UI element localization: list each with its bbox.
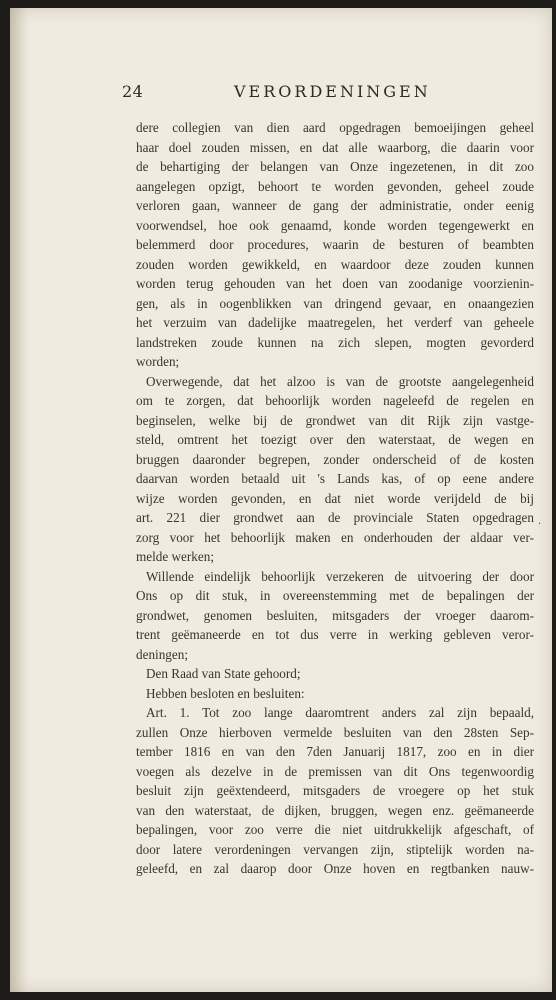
text-line: voorwendsel, hoe ook genaamd, konde worden tegengewerkt en — [136, 217, 534, 233]
text-line: geleefd, en zal daarop door Onze hoven en regtbanken nauw- — [136, 861, 534, 876]
text-line: landstreken zoude kunnen na zich slepen, mogten gevorderd — [136, 334, 534, 350]
body-text — [136, 118, 534, 879]
text-line: besluit zijn geëxtendeerd, mitsgaders de vroegere op het stuk — [136, 783, 534, 798]
text-line: grondwet, genomen besluiten, mitsgaders der vroeger daarom- — [136, 607, 534, 623]
text-line: bruggen daaronder begrepen, zonder onderscheid of de kosten — [136, 451, 534, 467]
text-line: deningen; — [136, 646, 189, 662]
text-line: verloren gaan, wanneer de gang der administratie, onder eenig — [136, 198, 534, 213]
text-line: voegen als dezelve in de premissen van dit Ons tegenwoordig — [136, 763, 534, 779]
article-start: Art. 1. Tot zoo lange daaromtrent anders zal zijn bepaald, — [146, 705, 534, 720]
running-head: VERORDENINGEN — [234, 82, 431, 101]
text-line: zouden worden gewikkeld, en waardoor deze zouden kunnen — [136, 256, 534, 272]
paragraph-start: Willende eindelijk behoorlijk verzekeren de uitvoering der door — [146, 568, 534, 584]
paragraph-start: Overwegende, dat het alzoo is van de grootste aangelegenheid — [146, 373, 534, 389]
text-line: Ons op dit stuk, in overeenstemming met de bepalingen der — [136, 588, 534, 603]
text-line: van den waterstaat, de dijken, bruggen, wegen enz. geëmaneerde — [136, 802, 534, 818]
text-line: beginselen, welke bij de grondwet van dit Rijk zijn vastge- — [136, 412, 534, 428]
text-line: art. 221 dier grondwet aan de provinciale Staten opgedragen — [136, 510, 534, 525]
text-line: haar doel zouden missen, en dat alle waarborg, die daarin voor — [136, 139, 534, 155]
text-line: belemmerd door procedures, waarin de besturen of beambten — [136, 237, 534, 252]
page-header — [122, 82, 534, 104]
text-line: dere collegien van dien aard opgedragen bemoeijingen geheel — [136, 120, 534, 135]
paragraph-start: Hebben besloten en besluiten: — [146, 685, 305, 701]
text-line: worden terug gehouden van het doen van zoodanige voorzienin- — [136, 276, 534, 291]
text-line: gen, als in oogenblikken van dringend gevaar, en onaangezien — [136, 295, 534, 311]
text-line: worden; — [136, 354, 180, 369]
text-line: trent geëmaneerde en tot dus verre in werking gebleven veror- — [136, 627, 534, 642]
text-line: aangelegen opzigt, behoort te worden gevonden, geheel zoude — [136, 178, 534, 194]
margin-speck: · — [538, 519, 542, 530]
text-line: het verzuim van dadelijke maatregelen, het verderf van geheele — [136, 315, 534, 330]
text-line: wijze worden gevonden, en dat niet worde verijdeld de bij — [136, 490, 534, 506]
text-line: steld, omtrent het toezigt over den waterstaat, de wegen en — [136, 432, 534, 447]
text-line: bepalingen, voor zoo verre die niet uitdrukkelijk afgeschaft, of — [136, 822, 534, 837]
text-line: door latere verordeningen vervangen zijn, stiptelijk worden na- — [136, 841, 534, 857]
text-line: tember 1816 en van den 7den Januarij 1817, zoo en in dier — [136, 744, 534, 759]
text-line: zullen Onze hierboven vermelde besluiten van den 28sten Sep- — [136, 724, 534, 740]
paragraph-start: Den Raad van State gehoord; — [146, 666, 301, 681]
text-line: de behartiging der belangen van Onze ingezetenen, in dit zoo — [136, 159, 534, 174]
text-line: melde werken; — [136, 549, 214, 564]
text-line: om te zorgen, dat behoorlijk worden nageleefd de regelen en — [136, 393, 534, 408]
page-number: 24 — [122, 82, 144, 101]
text-line: daarvan worden betaald uit 's Lands kas, of op eene andere — [136, 471, 534, 486]
text-line: zorg voor het behoorlijk maken en onderhouden der aldaar ver- — [136, 529, 534, 545]
